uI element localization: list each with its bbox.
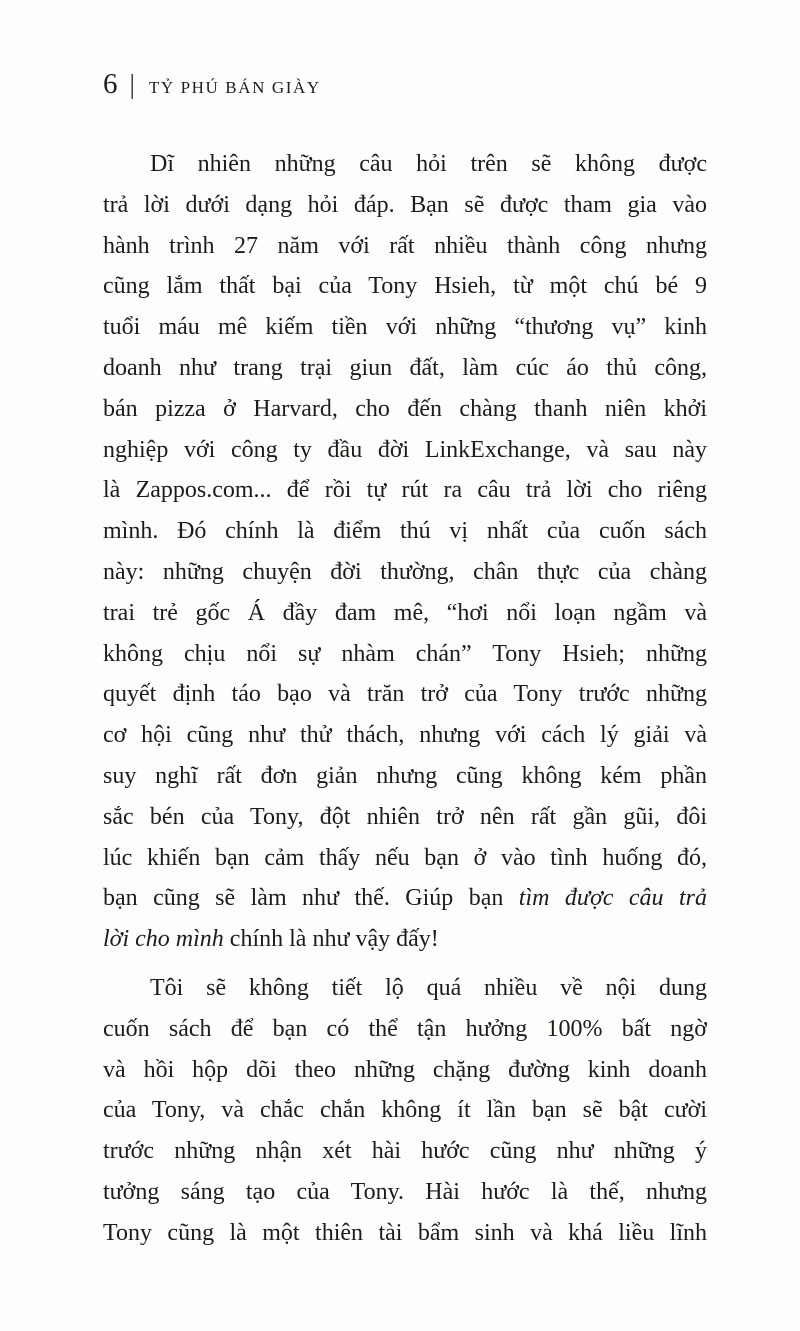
- body-text-segment: mình. Đó chính là điểm thú vị nhất của cuốn sách: [103, 518, 707, 545]
- body-text-segment: doanh như trang trại giun đất, làm cúc áo thủ công,: [103, 354, 707, 381]
- text-line: [103, 470, 707, 511]
- body-text-segment: nghiệp với công ty đầu đời LinkExchange, và sau này: [103, 436, 707, 463]
- body-text-segment: cũng lắm thất bại của Tony Hsieh, từ một chú bé 9: [103, 273, 707, 300]
- body-text-segment: chính là như vậy đấy!: [223, 926, 439, 953]
- paragraph: [103, 968, 707, 1254]
- text-line: [103, 838, 707, 879]
- text-line: [103, 430, 707, 471]
- body-text-segment: sắc bén của Tony, đột nhiên trở nên rất gần gũi, đôi: [103, 803, 707, 830]
- text-line: [103, 674, 707, 715]
- body-text-segment: quyết định táo bạo và trăn trở của Tony trước những: [103, 681, 707, 708]
- body-text-segment: tưởng sáng tạo của Tony. Hài hước là thế, nhưng: [103, 1178, 707, 1205]
- text-line: [103, 389, 707, 430]
- text-line: [103, 1050, 707, 1091]
- body-text-segment: cuốn sách để bạn có thể tận hưởng 100% bất ngờ: [103, 1015, 707, 1042]
- body-text-segment: cơ hội cũng như thử thách, nhưng với cách lý giải và: [103, 722, 707, 749]
- text-line: [103, 919, 707, 960]
- body-text-segment: trai trẻ gốc Á đầy đam mê, “hơi nổi loạn ngầm và: [103, 599, 707, 626]
- body-text-segment: tuổi máu mê kiếm tiền với những “thương vụ” kinh: [103, 314, 707, 341]
- text-line: [103, 1131, 707, 1172]
- body-text-segment: Tony cũng là một thiên tài bẩm sinh và khá liều lĩnh: [103, 1219, 707, 1246]
- page-header: [103, 70, 707, 99]
- text-line: [103, 1172, 707, 1213]
- italic-text: lời cho mình: [103, 926, 224, 953]
- body-text-segment: không chịu nổi sự nhàm chán” Tony Hsieh; những: [103, 640, 707, 667]
- page-number: 6: [103, 68, 118, 100]
- body-text-segment: là Zappos.com... để rồi tự rút ra câu trả lời cho riêng: [103, 477, 707, 504]
- text-line: [103, 1090, 707, 1131]
- text-line: [103, 634, 707, 675]
- body-text-segment: hành trình 27 năm với rất nhiều thành công nhưng: [103, 232, 707, 259]
- body-text-segment: và hồi hộp dõi theo những chặng đường kinh doanh: [103, 1056, 707, 1083]
- text-line: [103, 968, 707, 1009]
- text-line: [103, 307, 707, 348]
- text-line: [103, 715, 707, 756]
- text-line: [103, 1009, 707, 1050]
- body-text-segment: trả lời dưới dạng hỏi đáp. Bạn sẽ được tham gia vào: [103, 191, 707, 218]
- text-line: [103, 511, 707, 552]
- body-text-segment: bạn cũng sẽ làm như thế. Giúp bạn: [103, 885, 519, 912]
- header-separator: |: [129, 69, 135, 99]
- text-line: [103, 144, 707, 185]
- body-text-segment: này: những chuyện đời thường, chân thực của chàng: [103, 558, 707, 585]
- text-line: [103, 878, 707, 919]
- text-line: [103, 552, 707, 593]
- text-line: [103, 266, 707, 307]
- book-title: TỶ PHÚ BÁN GIÀY: [148, 78, 321, 97]
- body-text: [103, 144, 707, 1254]
- body-text-segment: trước những nhận xét hài hước cũng như những ý: [103, 1138, 707, 1165]
- body-text-segment: Dĩ nhiên những câu hỏi trên sẽ không được: [150, 151, 707, 177]
- body-text-segment: Tôi sẽ không tiết lộ quá nhiều về nội dung: [150, 974, 707, 1001]
- body-text-segment: lúc khiến bạn cảm thấy nếu bạn ở vào tình huống đó,: [103, 844, 707, 871]
- body-text-segment: suy nghĩ rất đơn giản nhưng cũng không kém phần: [103, 762, 707, 789]
- text-line: [103, 348, 707, 389]
- text-line: [103, 185, 707, 226]
- text-line: [103, 226, 707, 267]
- text-line: [103, 593, 707, 634]
- body-text-segment: của Tony, và chắc chắn không ít lần bạn sẽ bật cười: [103, 1097, 707, 1124]
- text-line: [103, 1213, 707, 1254]
- text-line: [103, 756, 707, 797]
- text-line: [103, 797, 707, 838]
- body-text-segment: bán pizza ở Harvard, cho đến chàng thanh niên khởi: [103, 395, 707, 422]
- italic-text: tìm được câu trả: [518, 885, 707, 912]
- paragraph: [103, 144, 707, 960]
